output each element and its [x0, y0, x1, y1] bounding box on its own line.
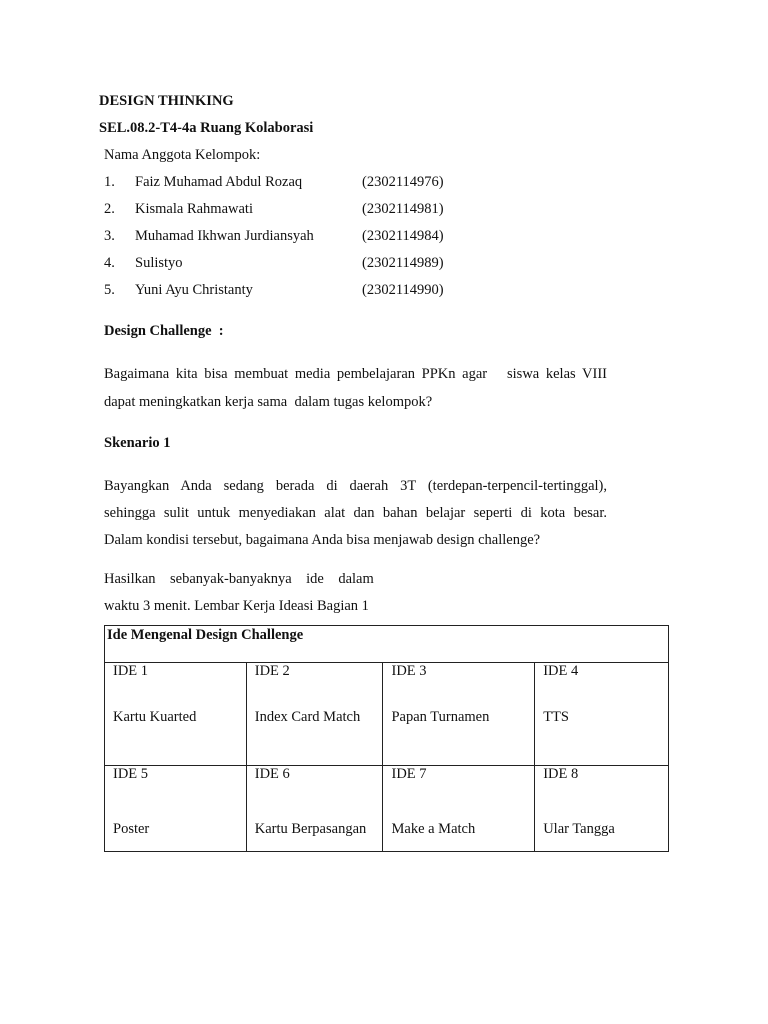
table-header: Ide Mengenal Design Challenge [105, 626, 669, 663]
challenge-line: Bagaimana kita bisa membuat media pembelajaran PPKn agar siswa kelas VIII [104, 366, 607, 382]
instruction-line: Hasilkan sebanyak-banyaknya ide dalam [104, 571, 374, 587]
member-name: Faiz Muhamad Abdul Rozaq [135, 174, 303, 190]
ideas-table [104, 625, 669, 852]
idea-label: IDE 1 [113, 663, 149, 679]
challenge-line: dapat meningkatkan kerja sama dalam tugas kelompok? [104, 394, 433, 410]
member-id: (2302114976) [362, 174, 444, 190]
challenge-heading: Design Challenge : [104, 323, 224, 339]
member-id: (2302114984) [362, 228, 444, 244]
idea-label: IDE 4 [543, 663, 579, 679]
member-number: 2. [104, 201, 115, 217]
idea-cell [383, 766, 535, 852]
idea-value: Ular Tangga [543, 821, 615, 837]
member-number: 5. [104, 282, 115, 298]
scenario-line: sehingga sulit untuk menyediakan alat dan bahan belajar seperti di kota besar. [104, 505, 607, 521]
member-number: 1. [104, 174, 115, 190]
idea-value: Poster [113, 821, 150, 837]
idea-cell [246, 663, 383, 766]
idea-label: IDE 6 [254, 766, 290, 782]
idea-value: Kartu Berpasangan [254, 821, 367, 837]
idea-label: IDE 2 [254, 663, 290, 679]
idea-cell [105, 766, 247, 852]
member-number: 4. [104, 255, 115, 271]
idea-cell [535, 663, 669, 766]
idea-cell [383, 663, 535, 766]
idea-label: IDE 8 [543, 766, 579, 782]
member-name: Sulistyo [135, 255, 183, 271]
idea-value: Make a Match [391, 821, 476, 837]
scenario-line: Dalam kondisi tersebut, bagaimana Anda bisa menjawab design challenge? [104, 532, 541, 548]
idea-label: IDE 7 [391, 766, 427, 782]
scenario-heading: Skenario 1 [104, 435, 171, 451]
table-header-row [105, 626, 669, 663]
idea-label: IDE 3 [391, 663, 427, 679]
idea-value: Index Card Match [254, 709, 361, 725]
idea-cell [246, 766, 383, 852]
idea-value: Papan Turnamen [391, 709, 490, 725]
idea-cell [535, 766, 669, 852]
idea-label: IDE 5 [113, 766, 149, 782]
member-number: 3. [104, 228, 115, 244]
member-id: (2302114989) [362, 255, 444, 271]
member-id: (2302114981) [362, 201, 444, 217]
members-label: Nama Anggota Kelompok: [104, 147, 261, 163]
scenario-line: Bayangkan Anda sedang berada di daerah 3T (terdepan-terpencil-tertinggal), [104, 478, 607, 494]
instruction-line: waktu 3 menit. Lembar Kerja Ideasi Bagian 1 [104, 598, 369, 614]
document-subtitle: SEL.08.2-T4-4a Ruang Kolaborasi [99, 120, 314, 136]
table-row [105, 663, 669, 766]
idea-cell [105, 663, 247, 766]
member-name: Yuni Ayu Christanty [135, 282, 253, 298]
member-id: (2302114990) [362, 282, 444, 298]
idea-value: Kartu Kuarted [113, 709, 197, 725]
member-name: Muhamad Ikhwan Jurdiansyah [135, 228, 314, 244]
idea-value: TTS [543, 709, 569, 725]
table-row [105, 766, 669, 852]
document-title: DESIGN THINKING [99, 93, 234, 109]
member-name: Kismala Rahmawati [135, 201, 253, 217]
